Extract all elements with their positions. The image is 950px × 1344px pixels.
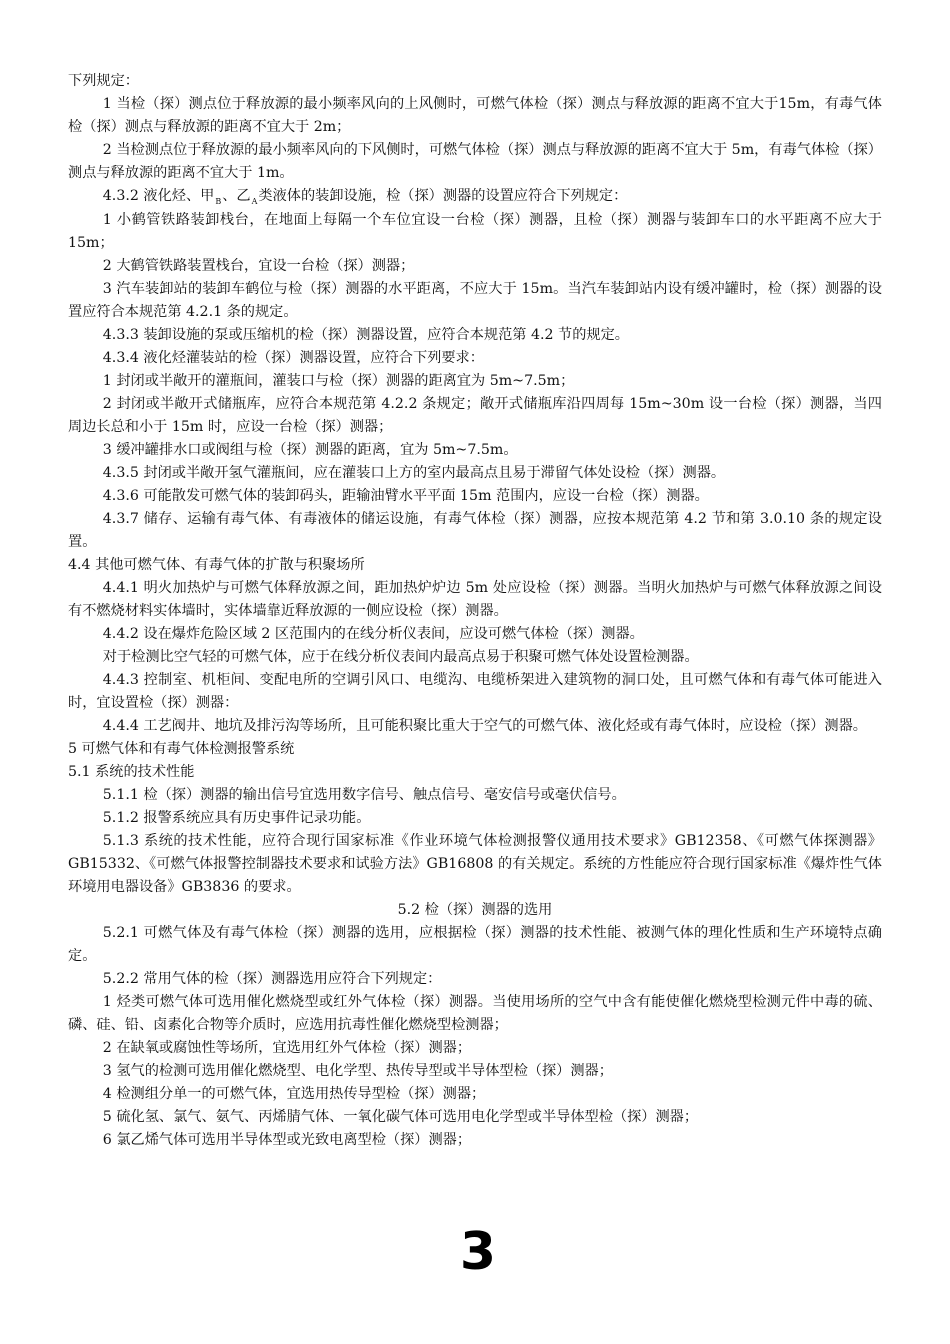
clause-item: 2 大鹤管铁路装置栈台，宜设一台检（探）测器； — [102, 258, 415, 274]
page-number: 3 — [459, 1222, 497, 1282]
clause-heading: 4.4.1 明火加热炉与可燃气体释放源之间，距加热炉炉边 5m 处应设检（探）测器。当明火加热炉与可燃气体释放源之间设有不燃烧材料实体墙时，实体墙靠近释放源的一侧应设检（探）测器。 — [68, 580, 882, 619]
section-heading: 4.4 其他可燃气体、有毒气体的扩散与积聚场所 — [68, 557, 365, 573]
clause-heading: 4.3.6 可能散发可燃气体的装卸码头，距输油臂水平平面 15m 范围内，应设一台检（探）测器。 — [102, 488, 709, 504]
subscript: B — [215, 197, 222, 206]
clause-text: 、乙 — [222, 188, 251, 204]
clause-item: 5 硫化氢、氯气、氨气、丙烯腈气体、一氧化碳气体可选用电化学型或半导体型检（探）测器； — [102, 1109, 699, 1125]
section-heading: 5.1 系统的技术性能 — [68, 764, 195, 780]
clause-text: 4.3.2 液化烃、甲 — [102, 188, 215, 204]
clause-item: 3 缓冲罐排水口或阀组与检（探）测器的距离，宜为 5m~7.5m。 — [102, 442, 518, 458]
section-heading-centered: 5.2 检（探）测器的选用 — [397, 902, 553, 918]
clause-item: 2 当检测点位于释放源的最小频率风向的下风侧时，可燃气体检（探）测点与释放源的距离不宜大于 5m，有毒气体检（探）测点与释放源的距离不宜大于 1m。 — [68, 142, 882, 181]
clause-item: 1 当检（探）测点位于释放源的最小频率风向的上风侧时，可燃气体检（探）测点与释放源的距离不宜大于15m，有毒气体检（探）测点与释放源的距离不宜大于 2m； — [68, 96, 882, 135]
clause-heading: 4.3.7 储存、运输有毒气体、有毒液体的储运设施，有毒气体检（探）测器，应按本规范第 4.2 节和第 3.0.10 条的规定设置。 — [68, 511, 882, 550]
clause-item: 1 小鹤管铁路装卸栈台，在地面上每隔一个车位宜设一台检（探）测器，且检（探）测器与装卸车口的水平距离不应大于 15m； — [68, 212, 882, 251]
clause-heading — [68, 185, 882, 209]
clause-item: 6 氯乙烯气体可选用半导体型或光致电离型检（探）测器； — [102, 1132, 472, 1148]
clause-heading: 5.1.3 系统的技术性能，应符合现行国家标准《作业环境气体检测报警仪通用技术要求》GB12358、《可燃气体探测器》GB15332、《可燃气体报警控制器技术要求和试验方法》GB16808 的有关规定。系统的方性能应符合现行国家标准《爆炸性气体环境用电器设备》GB3836 的要求。 — [68, 833, 882, 895]
clause-item: 1 封闭或半敞开的灌瓶间，灌装口与检（探）测器的距离宜为 5m~7.5m； — [102, 373, 575, 389]
chapter-heading: 5 可燃气体和有毒气体检测报警系统 — [68, 741, 295, 757]
clause-text: 类液体的装卸设施，检（探）测器的设置应符合下列规定： — [258, 188, 628, 204]
clause-heading: 4.3.4 液化烃灌装站的检（探）测器设置，应符合下列要求： — [102, 350, 484, 366]
clause-heading: 4.3.3 装卸设施的泵或压缩机的检（探）测器设置，应符合本规范第 4.2 节的规定。 — [102, 327, 629, 343]
clause-heading: 4.4.2 设在爆炸危险区域 2 区范围内的在线分析仪表间，应设可燃气体检（探）测器。 — [102, 626, 644, 642]
clause-item: 3 汽车装卸站的装卸车鹤位与检（探）测器的水平距离，不应大于 15m。当汽车装卸站内设有缓冲罐时，检（探）测器的设置应符合本规范第 4.2.1 条的规定。 — [68, 281, 882, 320]
clause-heading: 4.3.5 封闭或半敞开氢气灌瓶间，应在灌装口上方的室内最高点且易于滞留气体处设检（探）测器。 — [102, 465, 726, 481]
clause-heading: 5.2.2 常用气体的检（探）测器选用应符合下列规定： — [102, 971, 442, 987]
clause-item: 4 检测组分单一的可燃气体，宜选用热传导型检（探）测器； — [102, 1086, 486, 1102]
clause-heading: 5.1.1 检（探）测器的输出信号宜选用数字信号、触点信号、毫安信号或毫伏信号。 — [102, 787, 626, 803]
text-line: 下列规定： — [68, 73, 139, 89]
clause-heading: 5.2.1 可燃气体及有毒气体检（探）测器的选用，应根据检（探）测器的技术性能、被测气体的理化性质和生产环境特点确定。 — [68, 925, 882, 964]
clause-heading: 5.1.2 报警系统应具有历史事件记录功能。 — [102, 810, 371, 826]
subscript: A — [251, 197, 258, 206]
clause-note: 对于检测比空气轻的可燃气体，应于在线分析仪表间内最高点易于积聚可燃气体处设置检测器。 — [102, 649, 699, 665]
clause-heading: 4.4.4 工艺阀井、地坑及排污沟等场所，且可能积聚比重大于空气的可燃气体、液化烃或有毒气体时，应设检（探）测器。 — [102, 718, 867, 734]
clause-item: 3 氢气的检测可选用催化燃烧型、电化学型、热传导型或半导体型检（探）测器； — [102, 1063, 613, 1079]
clause-item: 1 烃类可燃气体可选用催化燃烧型或红外气体检（探）测器。当使用场所的空气中含有能使催化燃烧型检测元件中毒的硫、磷、硅、铅、卤素化合物等介质时，应选用抗毒性催化燃烧型检测器； — [68, 994, 882, 1033]
clause-item: 2 封闭或半敞开式储瓶库，应符合本规范第 4.2.2 条规定；敞开式储瓶库沿四周每 15m~30m 设一台检（探）测器，当四周边长总和小于 15m 时，应设一台检（探）测器； — [68, 396, 882, 435]
clause-item: 2 在缺氧或腐蚀性等场所，宜选用红外气体检（探）测器； — [102, 1040, 472, 1056]
clause-heading: 4.4.3 控制室、机柜间、变配电所的空调引风口、电缆沟、电缆桥架进入建筑物的洞口处，且可燃气体和有毒气体可能进入时，宜设置检（探）测器： — [68, 672, 882, 711]
